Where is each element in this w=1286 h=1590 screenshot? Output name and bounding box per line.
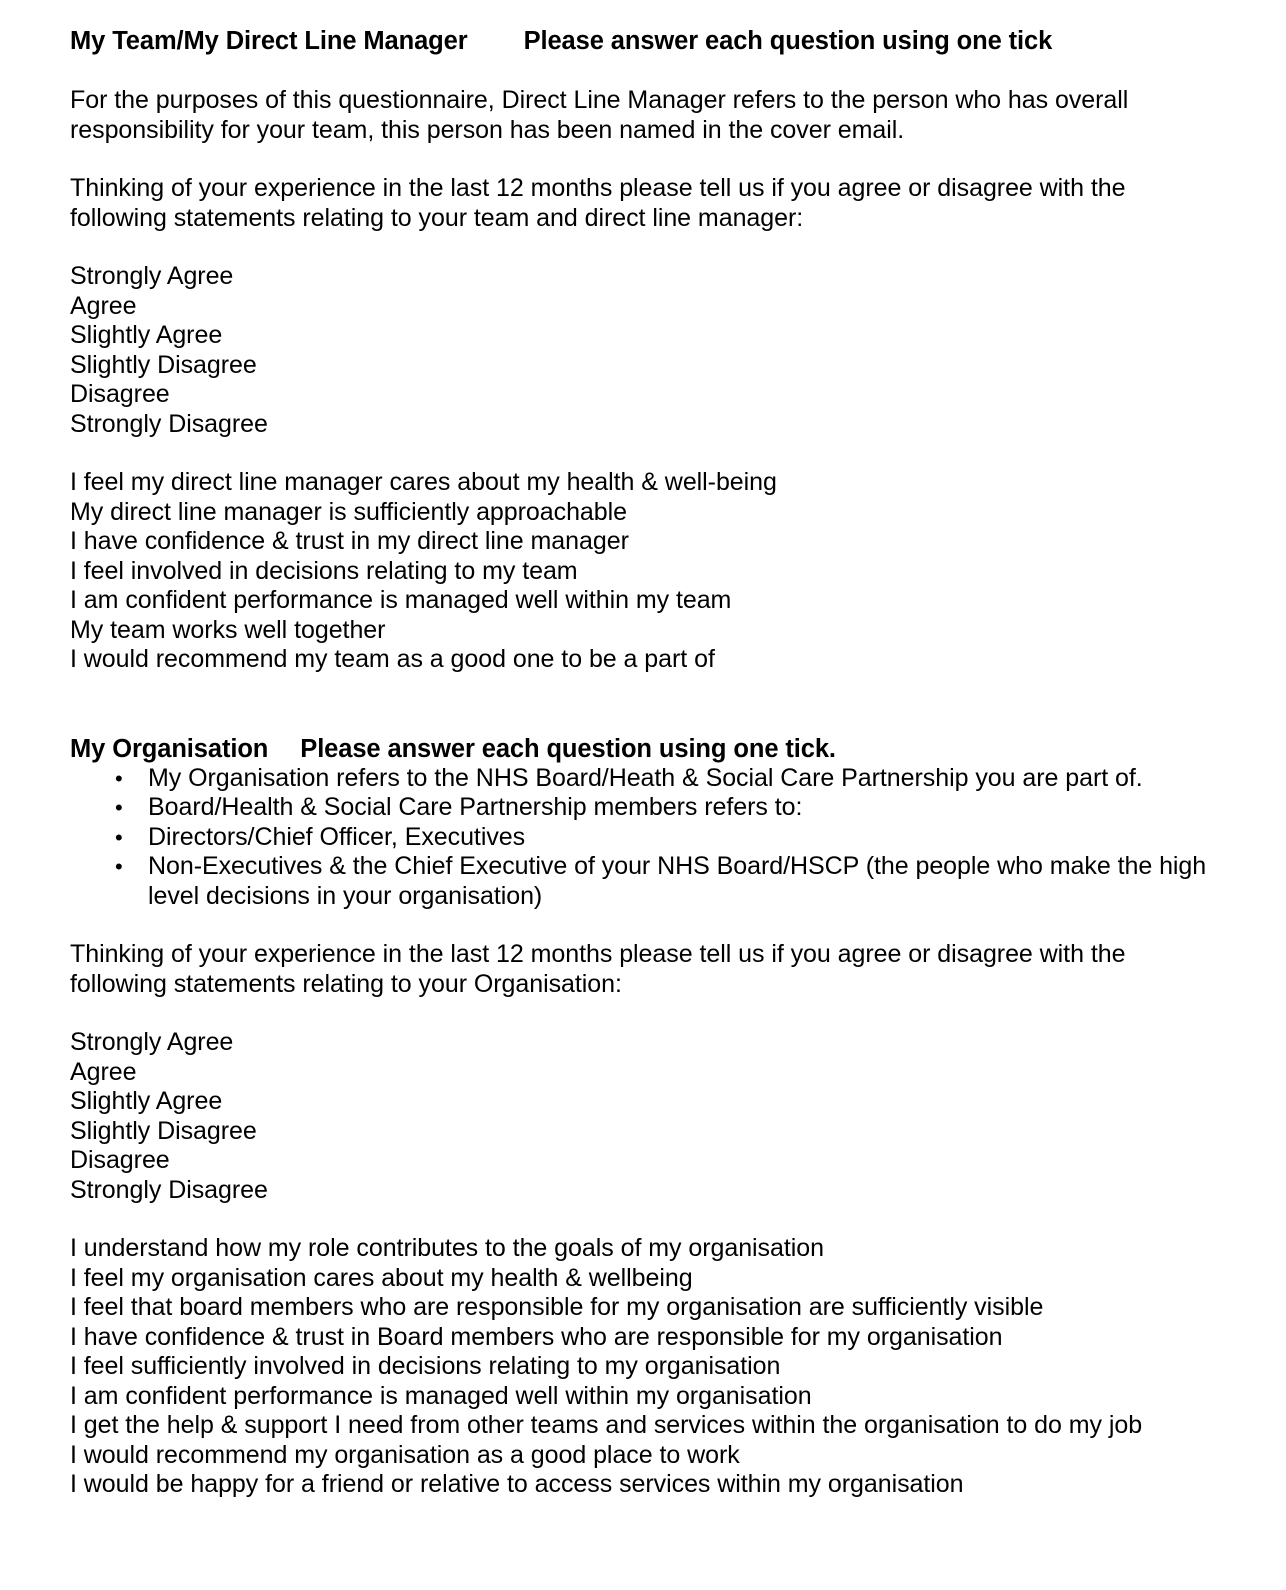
section-heading-my-team: [70, 26, 1216, 56]
scale-option: Slightly Agree: [70, 1087, 223, 1115]
statement-item: I feel involved in decisions relating to my team: [70, 556, 578, 585]
response-scale-my-team: [70, 262, 1216, 439]
spacer: [70, 233, 1216, 262]
statement-item: I understand how my role contributes to the goals of my organisation: [70, 1234, 824, 1262]
scale-option: Slightly Disagree: [70, 1116, 257, 1145]
intro-paragraph-instruction: Thinking of your experience in the last 12 months please tell us if you agree or disagree with the following statements relating to your team and direct line manager:: [70, 174, 1126, 232]
scale-option: Strongly Disagree: [70, 409, 268, 438]
spacer: [70, 145, 1216, 174]
section-spacer: [70, 675, 1216, 734]
response-scale-my-organisation: [70, 1028, 1216, 1205]
statement-item: I feel sufficiently involved in decisions relating to my organisation: [70, 1352, 781, 1380]
bullet-item: • Non-Executives & the Chief Executive of your NHS Board/HSCP (the people who make the high level decisions in your organisation): [70, 852, 1216, 911]
scale-option: Disagree: [70, 1146, 170, 1174]
section-my-organisation: [70, 734, 1216, 1500]
scale-option: Slightly Disagree: [70, 350, 257, 379]
statement-item: I feel my direct line manager cares about my health & well-being: [70, 468, 777, 496]
statement-list-my-team: [70, 468, 1216, 675]
section-heading-my-organisation: [70, 734, 1216, 764]
spacer: [70, 439, 1216, 468]
intro-paragraph-instruction: Thinking of your experience in the last 12 months please tell us if you agree or disagree with the following statements relating to your Organisation:: [70, 940, 1126, 998]
scale-option: Strongly Agree: [70, 262, 234, 290]
section-title: My Organisation: [70, 734, 269, 763]
intro-paragraph-definition: For the purposes of this questionnaire, Direct Line Manager refers to the person who has overall responsibility for your team, this person has been named in the cover email.: [70, 86, 1129, 144]
bullet-item: • Directors/Chief Officer, Executives: [70, 823, 1216, 853]
scale-option: Agree: [70, 1057, 137, 1086]
statement-item: I feel that board members who are responsible for my organisation are sufficiently visible: [70, 1293, 1044, 1321]
scale-option: Strongly Agree: [70, 1028, 234, 1056]
spacer: [70, 911, 1216, 940]
section-my-team: [70, 26, 1216, 675]
statement-item: My team works well together: [70, 615, 386, 644]
bullet-item: • My Organisation refers to the NHS Board/Heath & Social Care Partnership you are part of.: [70, 764, 1216, 794]
statement-item: I would recommend my organisation as a good place to work: [70, 1440, 740, 1469]
statement-item: I feel my organisation cares about my health & wellbeing: [70, 1263, 693, 1292]
statement-item: My direct line manager is sufficiently approachable: [70, 497, 627, 526]
statement-item: I am confident performance is managed well within my team: [70, 586, 732, 614]
statement-item: I get the help & support I need from other teams and services within the organisation to do my job: [70, 1411, 1143, 1439]
statement-list-my-organisation: [70, 1234, 1216, 1500]
scale-option: Agree: [70, 291, 137, 320]
spacer: [70, 999, 1216, 1028]
bullet-item: • Board/Health & Social Care Partnership members refers to:: [70, 793, 1216, 823]
statement-item: I am confident performance is managed well within my organisation: [70, 1381, 812, 1410]
definition-bullet-list: [70, 764, 1216, 912]
scale-option: Disagree: [70, 380, 170, 408]
section-instruction: Please answer each question using one tick.: [300, 734, 836, 763]
scale-option: Slightly Agree: [70, 321, 223, 349]
spacer: [70, 1205, 1216, 1234]
statement-item: I have confidence & trust in my direct line manager: [70, 527, 629, 555]
statement-item: I would recommend my team as a good one to be a part of: [70, 645, 715, 673]
spacer: [70, 56, 1216, 86]
section-title: My Team/My Direct Line Manager: [70, 27, 468, 55]
scale-option: Strongly Disagree: [70, 1175, 268, 1204]
statement-item: I would be happy for a friend or relative to access services within my organisation: [70, 1470, 964, 1498]
section-instruction: Please answer each question using one tick: [523, 27, 1053, 55]
statement-item: I have confidence & trust in Board members who are responsible for my organisation: [70, 1322, 1003, 1351]
